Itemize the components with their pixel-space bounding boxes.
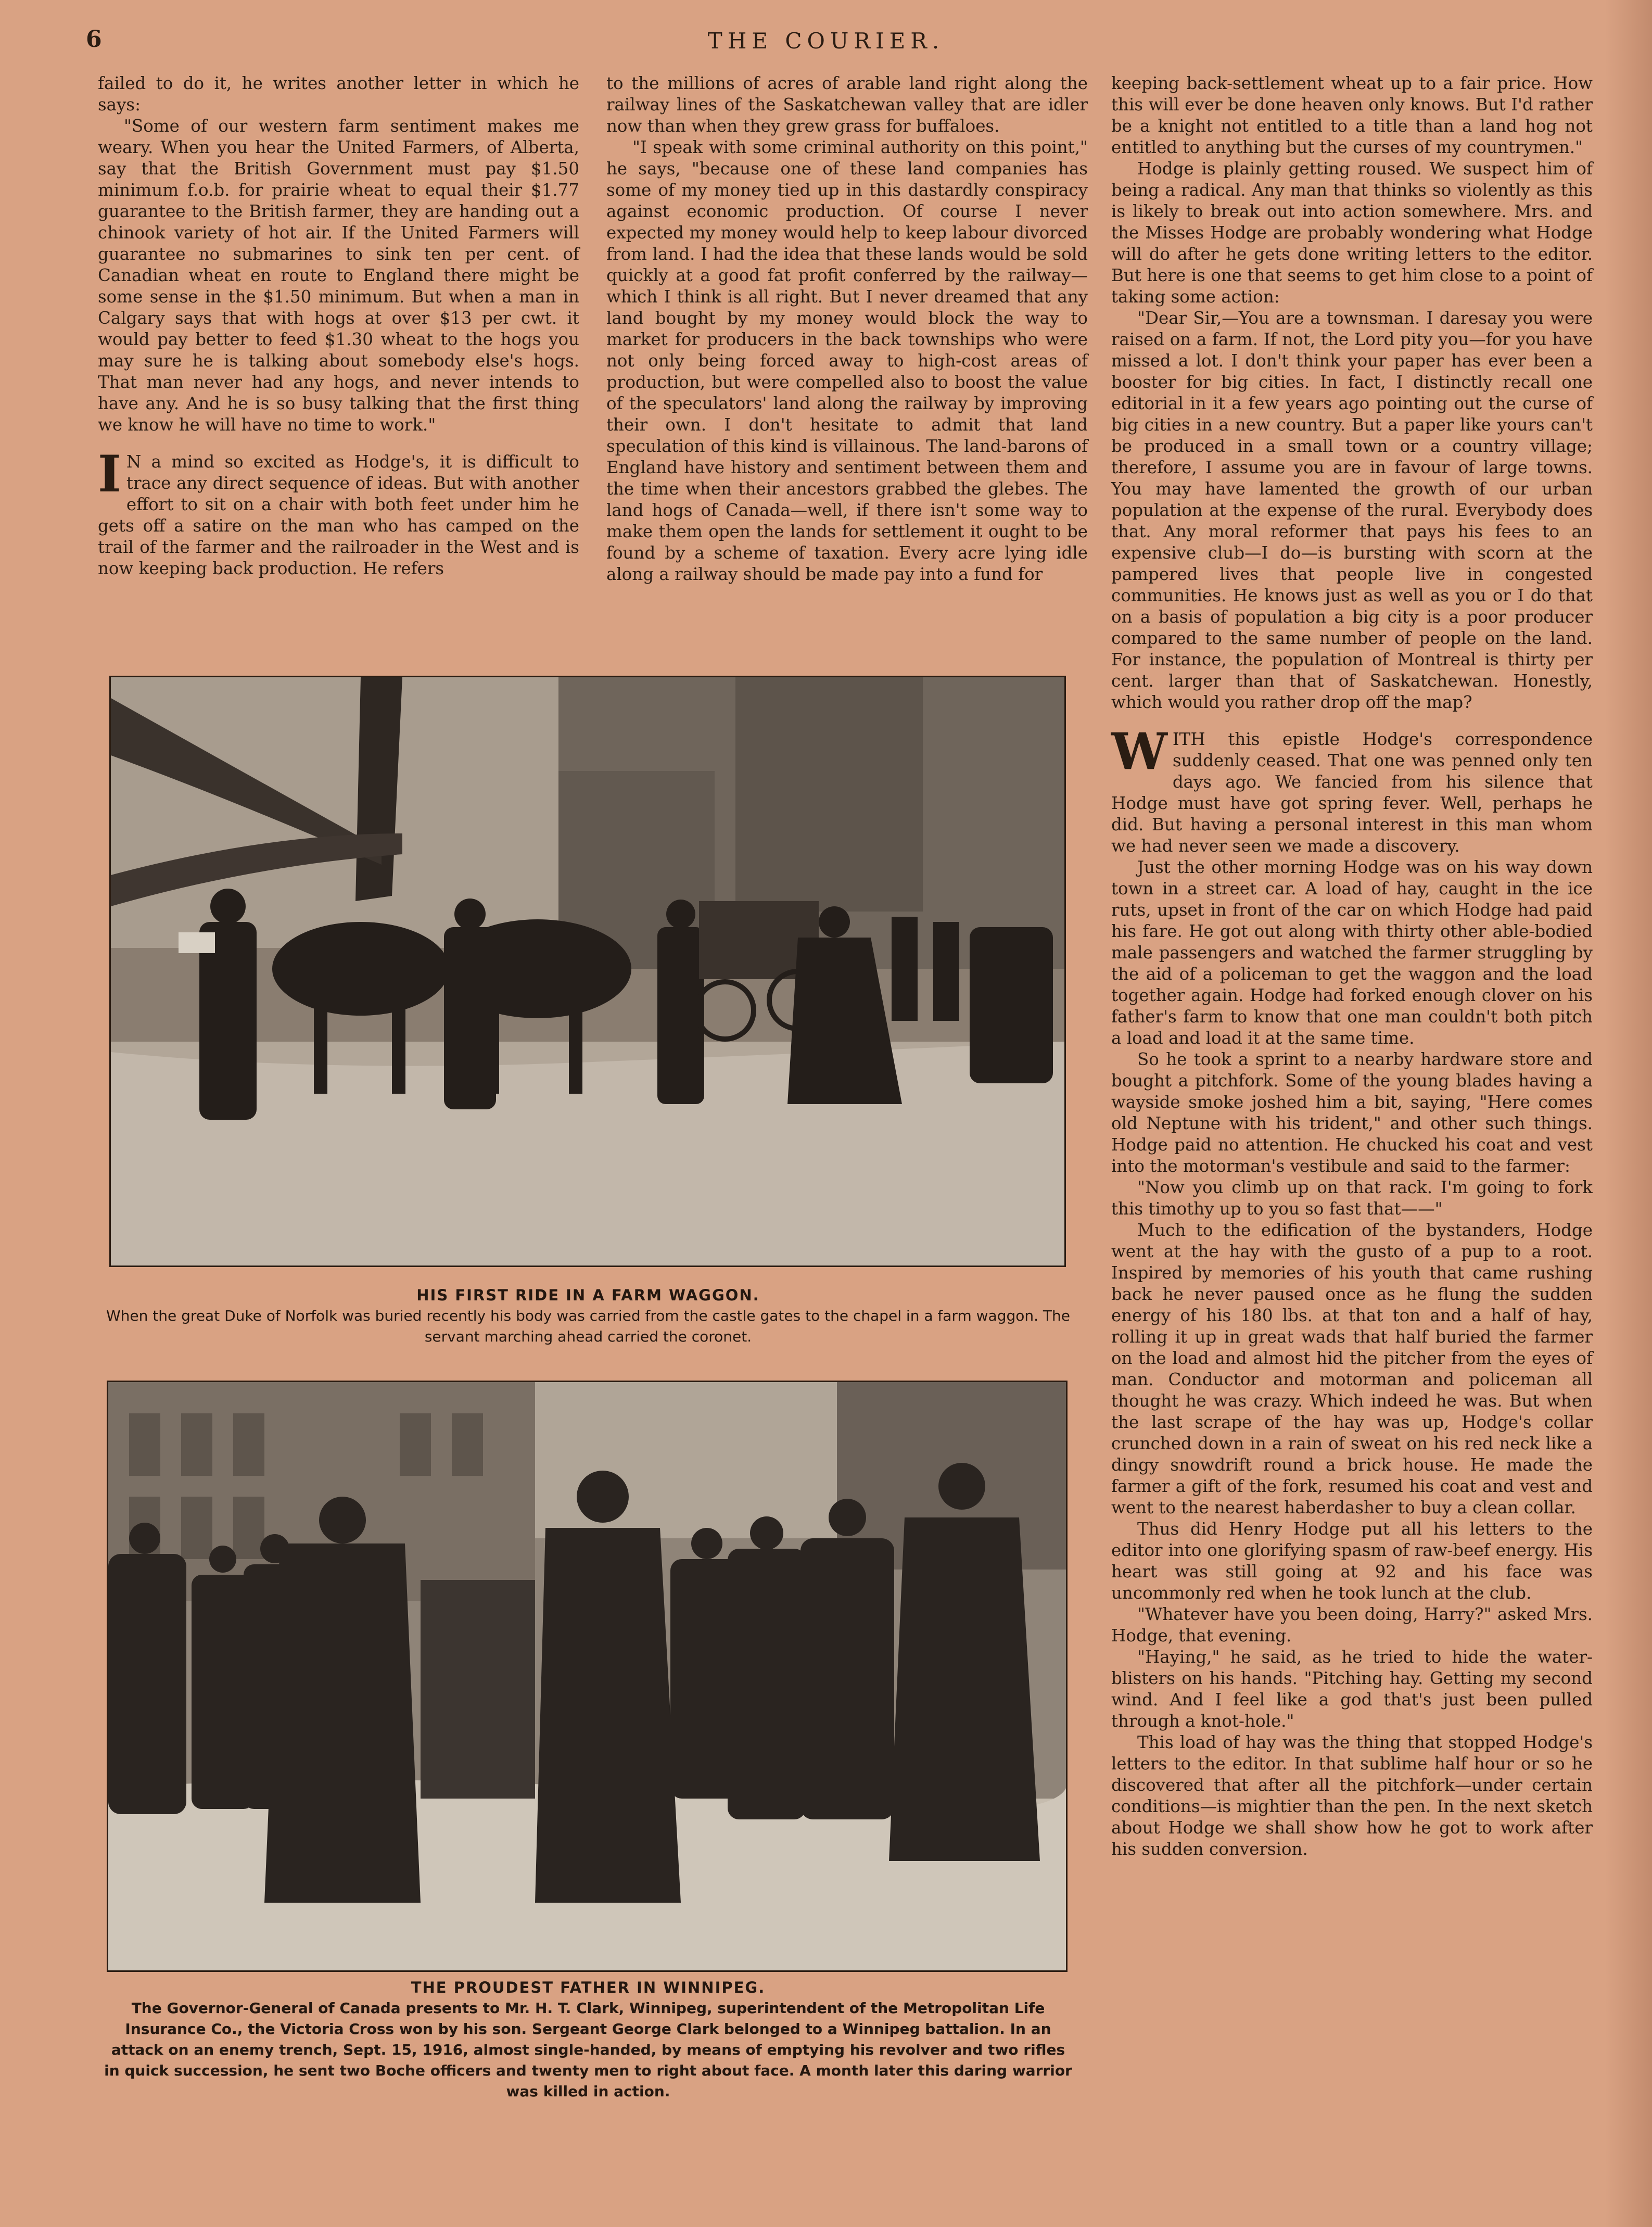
paragraph: to the millions of acres of arable land right along the railway lines of the Saskatchewan valley that are idler now than when they grew grass for buffaloes. [606, 73, 1088, 136]
funeral-procession-photo [109, 676, 1066, 1267]
drop-cap: I [98, 445, 121, 503]
page-edge-shadow [1605, 0, 1652, 2227]
column-1 [98, 73, 579, 579]
paragraph: Thus did Henry Hodge put all his letters to the editor into one glorifying spasm of raw-beef energy. His heart was still going at 92 and his face was uncommonly red when he took lunch at the club. [1111, 1519, 1593, 1603]
victoria-cross-presentation-illustration [108, 1382, 1066, 1970]
paragraph-dropcap [1111, 722, 1593, 857]
photo-caption-2 [101, 1977, 1075, 2102]
page-number: 6 [86, 26, 103, 53]
paragraph: Much to the edification of the bystanders, Hodge went at the hay with the gusto of a pup to a root. Inspired by memories of his youth that came rushing back he never paused once as he flung the sudden energy of his 180 lbs. at that ton and a half of hay, rolling it up in great wads that half buried the farmer on the load and almost hid the pitcher from the eyes of man. Conductor and motorman and policeman all thought he was crazy. Which indeed he was. But when the last scrape of the hay was up, Hodge's collar crunched down in a rain of sweat on his red neck like a dingy snowdrift round a brick house. He made the farmer a gift of the fork, resumed his coat and vest and went to the nearest haberdasher to buy a clean collar. [1111, 1220, 1593, 1517]
funeral-procession-illustration [111, 677, 1064, 1266]
caption-heading: HIS FIRST RIDE IN A FARM WAGGON. [416, 1286, 760, 1304]
photo-caption-1 [104, 1285, 1072, 1347]
paragraph: keeping back-settlement wheat up to a fair price. How this will ever be done heaven only knows. But I'd rather be a knight not entitled to a title than a land hog not entitled to anything but the curses of my countrymen." [1111, 73, 1593, 157]
publication-title: THE COURIER. [707, 28, 945, 54]
paragraph: "Now you climb up on that rack. I'm going to fork this timothy up to you so fast that——" [1111, 1178, 1593, 1219]
paragraph: failed to do it, he writes another letter in which he says: [98, 73, 579, 115]
victoria-cross-presentation-photo [107, 1381, 1068, 1972]
page-header [0, 26, 1652, 62]
paragraph: "Whatever have you been doing, Harry?" asked Mrs. Hodge, that evening. [1111, 1604, 1593, 1646]
paragraph: "I speak with some criminal authority on this point," he says, "because one of these land companies has some of my money tied up in this dastardly conspiracy against economic production. Of course I never expected my money would help to keep labour divorced from land. I had the idea that these lands would be sold quickly at a good fat profit conferred by the railway—which I think is all right. But I never dreamed that any land bought by my money would block the way to market for producers in the back townships who were not only being forced away to high-cost areas of production, but were compelled also to boost the value of the speculators' land along the railway by improving their own. I don't hesitate to admit that land speculation of this kind is villainous. The land-barons of England have history and sentiment between them and the time when their ancestors grabbed the glebes. The land hogs of Canada—well, if there isn't some way to make them open the lands for settlement it ought to be found by a scheme of taxation. Every acre lying idle along a railway should be made pay into a fund for [606, 137, 1088, 584]
column-3 [1111, 73, 1593, 1860]
paragraph: Just the other morning Hodge was on his way down town in a street car. A load of hay, caught in the ice ruts, upset in front of the car on which Hodge had paid his fare. He got out along with thirty other able-bodied male passengers and watched the farmer struggling by the aid of a policeman to get the waggon and the load together again. Hodge had forked enough clover on his father's farm to know that one man couldn't both pitch a load and load it at the same time. [1111, 857, 1593, 1048]
column-2 [606, 73, 1088, 585]
paragraph: So he took a sprint to a nearby hardware store and bought a pitchfork. Some of the young blades having a wayside smoke joshed him a bit, saying, "Here comes old Neptune with his trident," and other such things. Hodge paid no attention. He chucked his coat and vest into the motorman's vestibule and said to the farmer: [1111, 1049, 1593, 1176]
paragraph: This load of hay was the thing that stopped Hodge's letters to the editor. In that sublime half hour or so he discovered that after all the pitchfork—under certain conditions—is mightier than the pen. In the next sketch about Hodge we shall show how he got to work after his sudden conversion. [1111, 1732, 1593, 1859]
paragraph-text: ITH this epistle Hodge's correspondence suddenly ceased. That one was penned only ten days ago. We fancied from his silence that Hodge must have got spring fever. Well, perhaps he did. But having a personal interest in this man whom we had never seen we made a discovery. [1111, 729, 1593, 856]
caption-body: When the great Duke of Norfolk was buried recently his body was carried from the castle gates to the chapel in a farm waggon. The servant marching ahead carried the coronet. [106, 1307, 1070, 1345]
drop-cap: W [1111, 722, 1167, 781]
paragraph: "Some of our western farm sentiment makes me weary. When you hear the United Farmers, of Alberta, say that the British Government must pay $1.50 minimum f.o.b. for prairie wheat to equal their $1.77 guarantee to the British farmer, they are handing out a chinook variety of hot air. If the United Farmers will guarantee no submarines to sink ten per cent. of Canadian wheat en route to England there might be some sense in the $1.50 minimum. But when a man in Calgary says that with hogs at over $13 per cwt. it would pay better to feed $1.30 wheat to the hogs you may sure he is talking about somebody else's hogs. That man never had any hogs, and never intends to have any. And he is so busy talking that the first thing we know he will have no time to work." [98, 116, 579, 435]
paragraph: "Dear Sir,—You are a townsman. I daresay you were raised on a farm. If not, the Lord pity you—for you have missed a lot. I don't think your paper has ever been a booster for big cities. In fact, I distinctly recall one editorial in it a few years ago pointing out the curse of big cities in a new country. But a paper like yours can't be produced in a small town or a country village; therefore, I assume you are in favour of large towns. You may have lamented the growth of our urban population at the expense of the rural. Everybody does that. Any moral reformer that pays his fees to an expensive club—I do—is bursting with scorn at the pampered lives that people live in congested communities. He knows just as well as you or I do that on a basis of population a big city is a poor producer compared to the same number of people on the land. For instance, the population of Montreal is thirty per cent. larger than that of Saskatchewan. Honestly, which would you rather drop off the map? [1111, 308, 1593, 712]
paragraph: "Haying," he said, as he tried to hide the water-blisters on his hands. "Pitching hay. Getting my second wind. And I feel like a god that's just been pulled through a knot-hole." [1111, 1647, 1593, 1731]
caption-heading: THE PROUDEST FATHER IN WINNIPEG. [411, 1979, 766, 1996]
caption-body: The Governor-General of Canada presents to Mr. H. T. Clark, Winnipeg, superintendent of the Metropolitan Life Insurance Co., the Victoria Cross won by his son. Sergeant George Clark belonged to a Winnipeg battalion. In an attack on an enemy trench, Sept. 15, 1916, almost single-handed, by means of emptying his revolver and two rifles in quick succession, he sent two Boche officers and twenty men to right about face. A month later this daring warrior was killed in action. [104, 2000, 1072, 2100]
paragraph: Hodge is plainly getting roused. We suspect him of being a radical. Any man that thinks so violently as this is likely to break out into action somewhere. Mrs. and the Misses Hodge are probably wondering what Hodge will do after he gets done writing letters to the editor. But here is one that seems to get him close to a point of taking some action: [1111, 159, 1593, 307]
paragraph-text: N a mind so excited as Hodge's, it is difficult to trace any direct sequence of ideas. But with another effort to sit on a chair with both feet under him he gets off a satire on the man who has camped on the trail of the farmer and the railroader in the West and is now keeping back production. He refers [98, 452, 579, 578]
paragraph-dropcap [98, 445, 579, 579]
